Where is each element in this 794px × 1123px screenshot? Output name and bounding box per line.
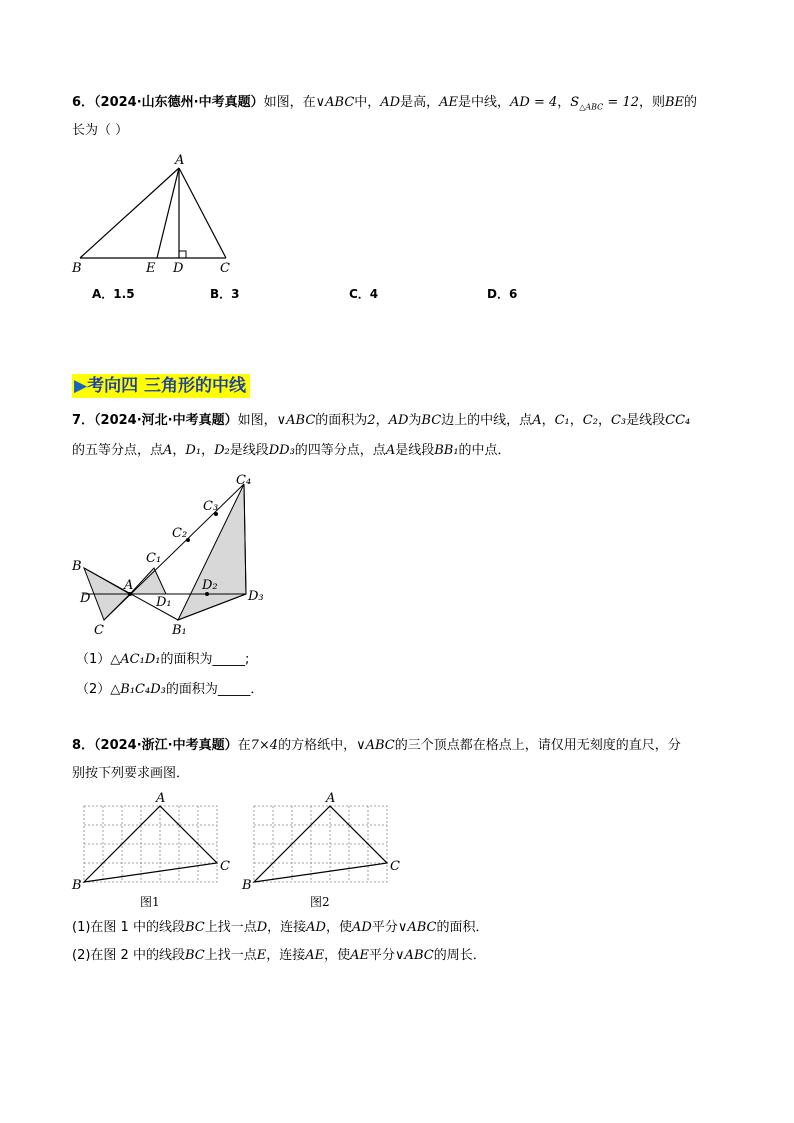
- q8-part2: (2)在图 2 中的线段BC上找一点E，连接AE，使AE平分∨ABC的周长．: [72, 948, 486, 963]
- q6-label-C: C: [220, 261, 230, 276]
- q8-fig1-label-B: B: [72, 878, 82, 893]
- q7-label-D: D: [80, 591, 91, 606]
- q7-label-C: C: [94, 623, 104, 638]
- q7-label-B1: B₁: [172, 623, 187, 638]
- q8-fig1-caption: 图1: [140, 895, 160, 909]
- q7-label-C4: C₄: [236, 473, 252, 488]
- q6-line1: 6．（2024·山东德州·中考真题）如图，在∨ABC中，AD是高，AE是中线，AD = 4，$S_{\triangle ABC} = 12$，则BE的: [72, 95, 698, 112]
- q6-number: 6．: [72, 95, 95, 110]
- q8-fig2-label-A: A: [326, 792, 336, 806]
- q7-figure: [66, 470, 276, 642]
- q7-label-D1: D₁: [156, 595, 172, 610]
- q6-label-E: E: [146, 261, 156, 276]
- q7-sub2: （2）△B₁C₄D₃的面积为_____．: [76, 682, 264, 697]
- q6-label-B: B: [72, 261, 82, 276]
- q7-label-C3: C₃: [203, 499, 219, 514]
- q6-label-A: A: [175, 153, 185, 168]
- q6-option-a: A．1.5: [92, 287, 135, 301]
- q7-label-A: A: [124, 578, 134, 593]
- q8-fig2-label-B: B: [242, 878, 252, 893]
- q7-source: （2024·河北·中考真题）: [94, 413, 238, 428]
- q6-source: （2024·山东德州·中考真题）: [94, 95, 264, 110]
- q7-label-C1: C₁: [146, 551, 162, 566]
- q7-label-D2: D₂: [202, 578, 218, 593]
- q8-figure-2: [240, 792, 410, 914]
- q7-sub1: （1）△AC₁D₁的面积为_____;: [76, 652, 250, 667]
- section-title: 考向四 三角形的中线: [87, 376, 246, 396]
- q6-option-d: D．6: [487, 287, 518, 301]
- q8-fig2-label-C: C: [390, 859, 400, 874]
- q7-label-D3: D₃: [248, 589, 264, 604]
- q8-source: （2024·浙江·中考真题）: [94, 738, 238, 753]
- q6-figure: [68, 150, 248, 276]
- section-header: [72, 374, 250, 398]
- q6-label-D: D: [173, 261, 184, 276]
- q8-part1: (1)在图 1 中的线段BC上找一点D，连接AD，使AD平分∨ABC的面积．: [72, 920, 489, 935]
- q6-option-c: C．4: [349, 287, 379, 301]
- q8-figure-1: [70, 792, 240, 914]
- q8-fig2-caption: 图2: [310, 895, 330, 909]
- q7-line1: 7．（2024·河北·中考真题）如图，∨ABC的面积为2，AD为BC边上的中线，点A，C₁，C₂，C₃是线段CC₄: [72, 413, 691, 428]
- q8-fig1-label-C: C: [220, 859, 230, 874]
- q6-line2: 长为（ ）: [72, 123, 129, 138]
- q8-number: 8．: [72, 738, 95, 753]
- q6-option-b: B．3: [210, 287, 240, 301]
- q7-label-B: B: [72, 559, 82, 574]
- q7-label-C2: C₂: [172, 526, 188, 541]
- q8-line2: 别按下列要求画图．: [72, 766, 190, 781]
- q7-number: 7．: [72, 413, 95, 428]
- triangle-right-icon: ▶: [74, 376, 88, 396]
- q8-line1: 8．（2024·浙江·中考真题）在7×4的方格纸中，∨ABC的三个顶点都在格点上，请仅用无刻度的直尺，分: [72, 738, 681, 753]
- q8-fig1-label-A: A: [156, 792, 166, 806]
- q7-line2: 的五等分点，点A，D₁，D₂是线段DD₃的四等分点，点A是线段BB₁的中点．: [72, 443, 511, 458]
